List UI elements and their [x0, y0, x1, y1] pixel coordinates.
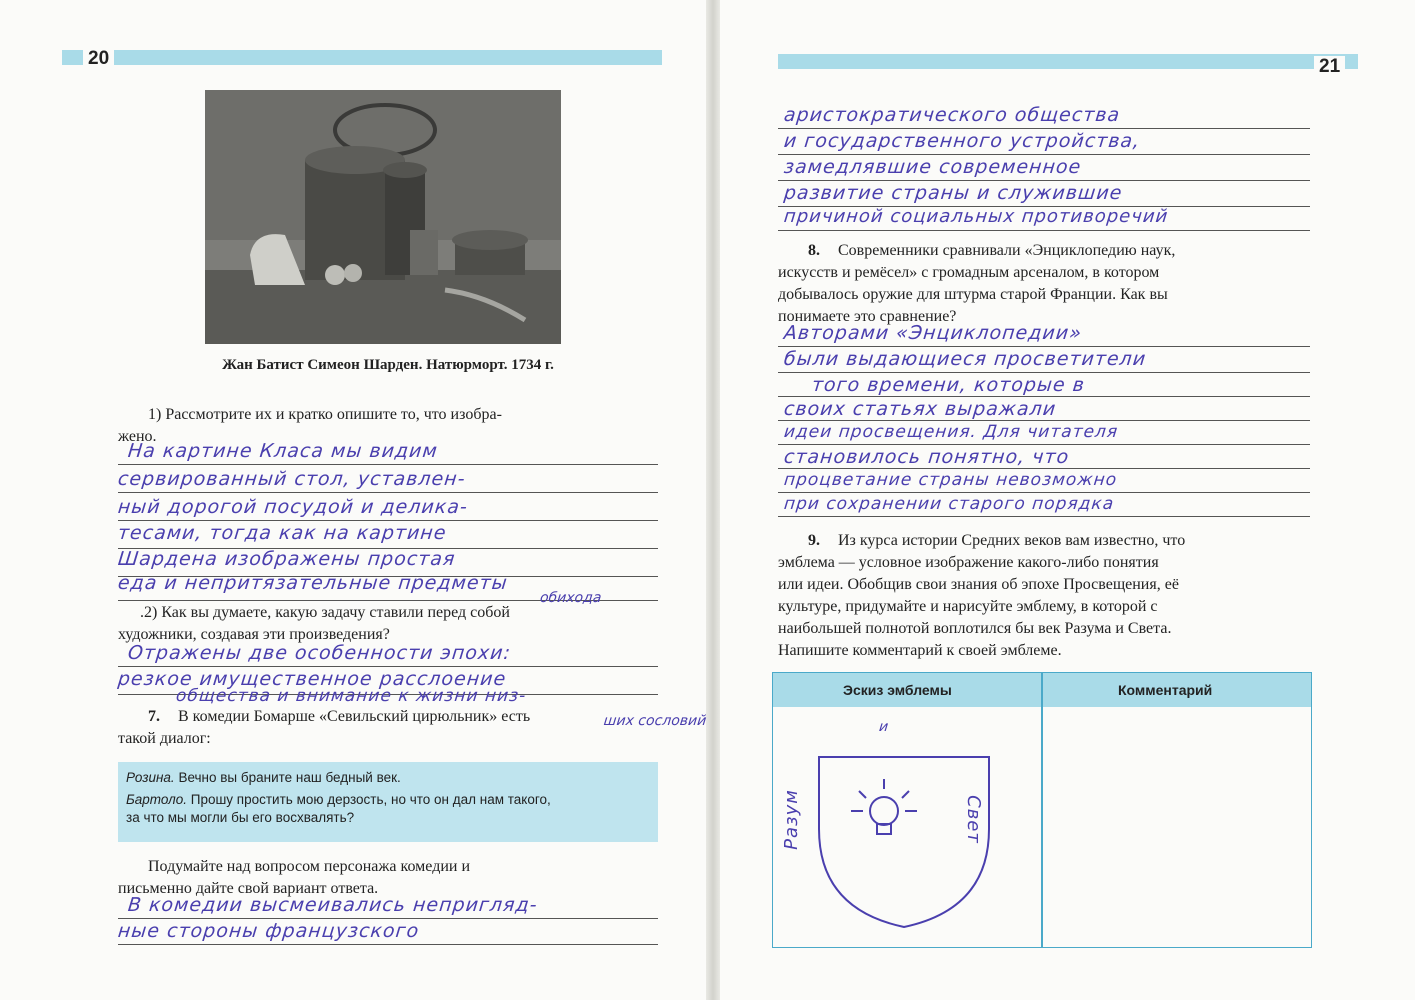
prev-answer-line: замедлявшие современное — [782, 156, 1083, 178]
emblem-drawing[interactable] — [781, 719, 1033, 937]
answer-rule — [778, 516, 1310, 517]
emblem-word-reason: Разум — [780, 789, 802, 850]
q8-text-line: Современники сравнивали «Энциклопедию наук, — [838, 242, 1176, 259]
answer-rule — [118, 918, 658, 919]
emblem-sketch-header: Эскиз эмблемы — [843, 682, 952, 698]
answer-rule — [118, 944, 658, 945]
q7-task-line2: письменно дайте свой вариант ответа. — [118, 880, 379, 897]
q1-answer-line: Шардена изображены простая — [116, 548, 457, 570]
q9-text-line: или идеи. Обобщив свои знания об эпохе Просвещения, её — [778, 576, 1179, 593]
q1-answer-note: обихода — [539, 590, 603, 606]
q9-number: 9. — [808, 532, 820, 549]
q8-answer-line: при сохранении старого порядка — [782, 494, 1116, 514]
answer-rule — [778, 128, 1310, 129]
q1-answer-line: еда и непритязательные предметы — [116, 572, 509, 594]
q8-number: 8. — [808, 242, 820, 259]
q1-answer-line: ный дорогой посудой и делика- — [116, 496, 469, 518]
q7-text-line2: такой диалог: — [118, 730, 211, 747]
q2-text-line1: .2) Как вы думаете, какую задачу ставили перед собой — [140, 604, 510, 621]
emblem-table — [772, 672, 1312, 948]
q9-text-line: наибольшей полнотой воплотился бы век Разума и Света. — [778, 620, 1172, 637]
right-header-bar — [778, 54, 1358, 69]
answer-rule — [778, 468, 1310, 469]
q9-text-line: Напишите комментарий к своей эмблеме. — [778, 642, 1062, 659]
answer-rule — [778, 180, 1310, 181]
q8-answer-line: были выдающиеся просветители — [782, 348, 1148, 370]
prev-answer-line: аристократического общества — [782, 104, 1122, 126]
q2-answer-line: общества и внимание к жизни низ- — [174, 686, 528, 706]
q9-text-line: эмблема — условное изображение какого-либо понятия — [778, 554, 1159, 571]
q7-number: 7. — [148, 708, 160, 725]
prev-answer-line: причиной социальных противоречий — [782, 206, 1170, 227]
q2-answer-line: резкое имущественное расслоение — [116, 668, 508, 690]
answer-rule — [778, 492, 1310, 493]
answer-rule — [778, 154, 1310, 155]
dialog-line-bartolo-cont: за что мы могли бы его восхвалять? — [126, 810, 355, 825]
q2-answer-line: Отражены две особенности эпохи: — [126, 642, 513, 664]
comment-cell[interactable] — [1043, 709, 1309, 945]
q8-answer-line: процветание страны невозможно — [782, 470, 1119, 490]
answer-rule — [118, 464, 658, 465]
q2-answer-note: ших сословий — [602, 713, 708, 729]
answer-rule — [118, 520, 658, 521]
q2-text-line2: художники, создавая эти произведения? — [118, 626, 390, 643]
q8-text-line: искусств и ремёсел» с громадным арсеналом, в котором — [778, 264, 1160, 281]
dialog-line-bartolo: Бартоло. Прошу простить мою дерзость, но что он дал нам такого, — [126, 792, 551, 807]
q7-task-line1: Подумайте над вопросом персонажа комедии и — [148, 858, 471, 875]
q7-text-line1: В комедии Бомарше «Севильский цирюльник» есть — [178, 708, 531, 725]
dialog-line-rosina: Розина. Вечно вы браните наш бедный век. — [126, 770, 401, 785]
q1-text-line1: 1) Рассмотрите их и кратко опишите то, что изобра- — [148, 406, 502, 423]
emblem-word-and: и — [878, 719, 889, 735]
q9-text-line: культуре, придумайте и нарисуйте эмблему, в которой с — [778, 598, 1158, 615]
q1-text-line2: жено. — [118, 428, 157, 445]
q8-answer-line: своих статьях выражали — [782, 398, 1058, 420]
q8-answer-line: Авторами «Энциклопедии» — [782, 322, 1084, 344]
q8-answer-line: становилось понятно, что — [782, 446, 1071, 468]
q9-text-line: Из курса истории Средних веков вам известно, что — [838, 532, 1186, 549]
left-header-bar — [62, 50, 662, 65]
q8-text-line: добывалось оружие для штурма старой Франции. Как вы — [778, 286, 1168, 303]
q8-answer-line: идеи просвещения. Для читателя — [782, 422, 1120, 442]
answer-rule — [118, 492, 658, 493]
q7-answer-line: В комедии высмеивались непригляд- — [126, 894, 539, 916]
left-page-number: 20 — [83, 48, 114, 70]
answer-rule — [778, 396, 1310, 397]
comment-header: Комментарий — [1118, 682, 1213, 698]
prev-answer-line: развитие страны и служившие — [782, 182, 1124, 204]
q8-answer-line: того времени, которые в — [810, 374, 1087, 396]
emblem-word-light: Свет — [962, 795, 984, 844]
answer-rule — [778, 372, 1310, 373]
still-life-painting — [205, 90, 561, 344]
q1-answer-line: На картине Класа мы видим — [126, 440, 440, 462]
answer-rule — [778, 444, 1310, 445]
answer-rule — [778, 230, 1310, 231]
painting-caption: Жан Батист Симеон Шарден. Натюрморт. 1734 г. — [222, 357, 554, 373]
book-gutter — [706, 0, 720, 1000]
dialog-box — [118, 762, 658, 842]
q1-answer-line: сервированный стол, уставлен- — [116, 468, 467, 490]
q7-answer-line: ные стороны французского — [116, 920, 421, 942]
q1-answer-line: тесами, тогда как на картине — [116, 522, 448, 544]
q8-text-line: понимаете это сравнение? — [778, 308, 957, 325]
answer-rule — [778, 346, 1310, 347]
right-page-number: 21 — [1314, 56, 1345, 78]
prev-answer-line: и государственного устройства, — [782, 130, 1142, 152]
answer-rule — [118, 666, 658, 667]
answer-rule — [778, 420, 1310, 421]
